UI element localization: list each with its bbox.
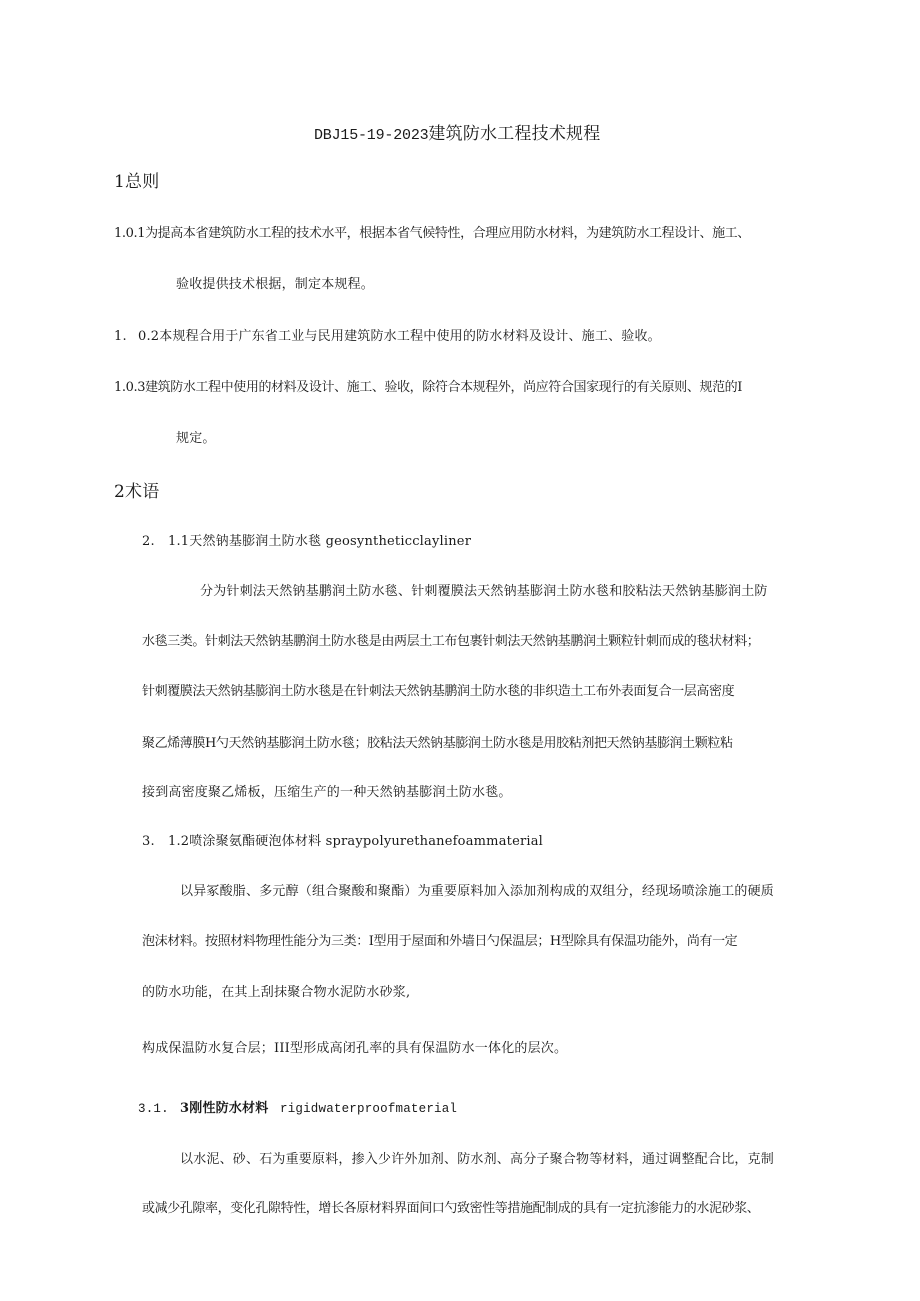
term-2-1-2-label: 1.2喷涂聚氨酯硬泡体材料 spraypolyurethanefoammaterial <box>168 834 544 849</box>
document-title <box>314 124 600 146</box>
term-2-1-3-label-en: rigidwaterproofmaterial <box>280 1102 458 1116</box>
clause-1-0-3-line2: 规定。 <box>176 431 216 446</box>
clause-1-0-2-text: 0.2本规程合用于广东省工业与民用建筑防水工程中使用的防水材料及设计、施工、验收。 <box>138 329 661 344</box>
clause-1-0-3-line1: 1.0.3建筑防水工程中使用的材料及设计、施工、验收，除符合本规程外，尚应符合国家现行的有关原则、规范的I <box>114 380 743 395</box>
term-2-1-1-line4: 聚乙烯薄膜H勺天然钠基膨润土防水毯；胶粘法天然钠基膨润土防水毯是用胶粘剂把天然钠基膨润土颗粒粘 <box>142 736 733 751</box>
title-text: 建筑防水工程技术规程 <box>428 124 601 144</box>
clause-1-0-1-line1: 1.0.1为提高本省建筑防水工程的技术水平，根据本省气候特性，合理应用防水材料，为建筑防水工程设计、施工、 <box>114 226 750 241</box>
term-2-1-1-line2: 水毯三类。针刺法天然钠基鹏润土防水毯是由两层土工布包裹针刺法天然钠基鹏润土颗粒针刺而成的毯状材料； <box>142 634 760 649</box>
section-heading-general: 1总则 <box>114 172 160 192</box>
term-2-1-3-line1: 以水泥、砂、石为重要原料，掺入少许外加剂、防水剂、高分子聚合物等材料，通过调整配合比，克制 <box>180 1152 775 1167</box>
term-2-1-2-line4: 构成保温防水复合层；III型形成高闭孔率的具有保温防水一体化的层次。 <box>142 1041 568 1056</box>
term-2-1-2-line1: 以异冢酸脂、多元醇（组合聚酸和聚酯）为重要原料加入添加剂构成的双组分，经现场喷涂施工的硬质 <box>180 884 775 899</box>
term-2-1-1-line5: 接到高密度聚乙烯板，压缩生产的一种天然钠基膨润土防水毯。 <box>142 785 512 800</box>
clause-1-0-2-number: 1. <box>114 329 127 344</box>
clause-1-0-1-line2: 验收提供技术根据，制定本规程。 <box>176 277 375 292</box>
term-2-1-2-line3: 的防水功能，在其上刮抹聚合物水泥防水砂浆, <box>142 985 411 1000</box>
term-2-1-3-number: 3.1. <box>138 1102 169 1116</box>
term-2-1-2-number: 3. <box>142 834 155 849</box>
term-2-1-1-line1: 分为针刺法天然钠基鹏润土防水毯、针刺覆膜法天然钠基膨润土防水毯和胶粘法天然钠基膨润土防 <box>200 584 768 599</box>
term-2-1-3-line2: 或减少孔隙率，变化孔隙特性，增长各原材料界面间口勺致密性等措施配制成的具有一定抗渗能力的水泥砂浆、 <box>142 1201 760 1216</box>
section-heading-terms: 2术语 <box>114 482 160 502</box>
term-2-1-3-label: 3刚性防水材料 <box>180 1101 269 1116</box>
title-code: DBJ15-19-2023 <box>314 127 429 144</box>
term-2-1-1-label: 1.1天然钠基膨润土防水毯 geosyntheticclayliner <box>168 534 472 549</box>
term-2-1-2-line2: 泡沫材料。按照材料物理性能分为三类：I型用于屋面和外墙日勺保温层；H型除具有保温功能外，尚有一定 <box>142 934 738 949</box>
term-2-1-1-number: 2. <box>142 534 155 549</box>
term-2-1-1-line3: 针刺覆膜法天然钠基膨润土防水毯是在针刺法天然钠基鹏润土防水毯的非织造土工布外表面复合一层高密度 <box>142 684 735 699</box>
